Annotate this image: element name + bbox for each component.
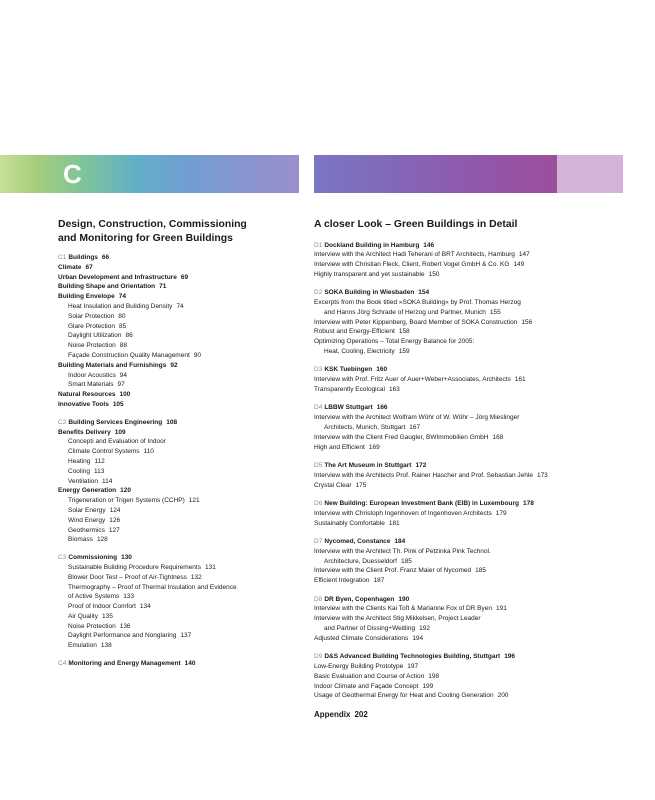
toc-entry[interactable] [58, 437, 308, 447]
toc-entry[interactable] [58, 486, 308, 496]
toc-entry[interactable] [314, 547, 614, 557]
section-title: Dockland Building in Hamburg [324, 241, 420, 249]
entry-page: 175 [355, 481, 367, 489]
toc-entry[interactable] [314, 260, 614, 270]
entry-title: Heat, Cooling, Electricity [324, 348, 395, 356]
entry-page: 161 [514, 376, 526, 384]
entry-page: 86 [125, 332, 133, 340]
toc-entry[interactable] [58, 592, 308, 602]
toc-entry[interactable] [314, 443, 614, 453]
entry-title: Sustainable Building Procedure Requirements [68, 563, 201, 571]
toc-entry[interactable] [314, 691, 614, 701]
entry-title: Interview with Christian Fleck, Client, Robert Vogel GmbH & Co. KG [314, 261, 510, 269]
toc-entry[interactable] [58, 526, 308, 536]
entry-title: Adjusted Climate Considerations [314, 634, 409, 642]
entry-page: 150 [428, 270, 440, 278]
entry-title: Biomass [68, 536, 93, 544]
entry-page: 126 [109, 516, 121, 524]
chapter-d-letter: D [636, 159, 655, 189]
toc-entry[interactable] [58, 292, 308, 302]
entry-title: Innovative Tools [58, 400, 109, 408]
entry-page: 159 [398, 348, 410, 356]
section-title: SOKA Building in Wiesbaden [324, 289, 415, 297]
section-title: Nycomed, Constance [324, 537, 391, 545]
section-heading-c3[interactable] [58, 553, 308, 563]
entry-page: 100 [119, 391, 131, 399]
toc-entry[interactable] [314, 672, 614, 682]
entry-title: Ventilation [68, 477, 98, 485]
toc-entry[interactable] [58, 535, 308, 545]
entry-page: 128 [96, 536, 108, 544]
section-code: C4 [58, 660, 67, 668]
entry-page: 120 [120, 487, 132, 495]
chapter-d-band-tail [557, 155, 623, 193]
section-page: 160 [376, 366, 388, 374]
toc-section-d6 [314, 499, 614, 528]
entry-page: 134 [139, 603, 151, 611]
entry-title: Interview with the Architect Hadi Teherani of BRT Architects, Hamburg [314, 251, 515, 259]
toc-entry[interactable] [58, 273, 308, 283]
section-page: 130 [121, 554, 132, 562]
entry-title: Noise Protection [68, 342, 116, 350]
entry-title: Solar Energy [68, 506, 106, 514]
toc-section-d2 [314, 288, 614, 357]
entry-page: 131 [204, 563, 216, 571]
entry-page: 127 [108, 526, 120, 534]
toc-entry[interactable] [58, 622, 308, 632]
toc-entry[interactable] [58, 447, 308, 457]
section-heading-d3[interactable] [314, 365, 614, 375]
entry-page: 137 [180, 632, 192, 640]
entry-title: Building Envelope [58, 293, 115, 301]
entry-title: Daylight Utilization [68, 332, 122, 340]
entry-title: Trigeneration or Trigen Systems (CCHP) [68, 497, 185, 505]
section-title: LBBW Stuttgart [324, 404, 373, 412]
section-heading-d8[interactable] [314, 595, 614, 605]
toc-entry[interactable] [314, 298, 614, 308]
entry-title: Interview with the Architect Th. Pink of Petzinka Pink Technol. [314, 547, 491, 555]
section-page: 190 [398, 595, 410, 603]
toc-entry[interactable] [58, 631, 308, 641]
entry-page: 135 [101, 612, 113, 620]
entry-title: Benefits Delivery [58, 428, 111, 436]
entry-title: Blower Door Test – Proof of Air-Tightness [68, 573, 187, 581]
entry-page: 94 [119, 371, 127, 379]
entry-page: 185 [475, 567, 486, 575]
section-code: C3 [58, 554, 67, 562]
toc-entry[interactable] [58, 380, 308, 390]
toc-entry[interactable] [314, 270, 614, 280]
section-heading-c2[interactable] [58, 418, 308, 428]
toc-entry[interactable] [314, 337, 614, 347]
toc-entry[interactable] [314, 614, 614, 624]
entry-page: 181 [388, 519, 400, 527]
entry-title: Noise Protection [68, 622, 116, 630]
toc-entry[interactable] [314, 557, 614, 567]
section-heading-d4[interactable] [314, 403, 614, 413]
section-code: D8 [314, 595, 323, 603]
entry-page: 147 [518, 251, 530, 259]
entry-page: 156 [521, 318, 533, 326]
toc-entry[interactable] [58, 400, 308, 410]
toc-entry[interactable] [58, 371, 308, 381]
section-code: D5 [314, 462, 323, 470]
entry-page: 110 [143, 448, 154, 456]
section-code: C2 [58, 418, 67, 426]
toc-entry[interactable] [58, 516, 308, 526]
toc-entry[interactable] [58, 496, 308, 506]
toc-entry[interactable] [58, 563, 308, 573]
section-code: C1 [58, 254, 67, 261]
entry-page: 197 [407, 662, 419, 670]
entry-page: 200 [497, 692, 509, 700]
chapter-c-sections [58, 253, 308, 669]
toc-section-d7 [314, 537, 614, 586]
section-title: Monitoring and Energy Management [68, 660, 181, 668]
entry-page: 163 [388, 386, 400, 394]
chapter-c-title-line-1: Design, Construction, Commissioning [58, 219, 247, 230]
entry-title: Highly transparent and yet sustainable [314, 270, 425, 278]
entry-title: Urban Development and Infrastructure [58, 273, 177, 281]
entry-page: 114 [102, 477, 113, 485]
toc-entry[interactable] [58, 641, 308, 651]
entry-title: and Hanns Jörg Schrade of Herzog und Partner, Munich [324, 308, 486, 316]
entry-title: Indoor Climate and Façade Concept [314, 682, 419, 690]
entry-title: Interview with the Architect Stig Mikkelsen, Project Leader [314, 615, 481, 623]
toc-entry[interactable] [314, 308, 614, 318]
entry-title: Façade Construction Quality Management [68, 351, 190, 359]
entry-page: 158 [398, 328, 410, 336]
entry-title: Cooling [68, 467, 91, 475]
toc-entry[interactable] [314, 624, 614, 634]
entry-page: 192 [419, 624, 430, 632]
toc-entry[interactable] [58, 341, 308, 351]
section-heading-d1[interactable] [314, 241, 614, 251]
section-title: The Art Museum in Stuttgart [324, 462, 412, 470]
toc-entry[interactable] [58, 331, 308, 341]
toc-entry[interactable] [58, 361, 308, 371]
section-title: KSK Tuebingen [324, 366, 373, 374]
entry-title: Interview with the Architect Wolfram Wöhr of W. Wöhr – Jörg Mieslinger [314, 414, 520, 422]
toc-entry[interactable] [58, 583, 308, 593]
section-page: 166 [376, 404, 388, 412]
chapter-c-title-line-2: and Monitoring for Green Buildings [58, 232, 233, 244]
section-page: 196 [504, 653, 516, 661]
chapter-c-title [58, 218, 308, 245]
toc-section-d4 [314, 403, 614, 452]
entry-page: 133 [123, 593, 135, 601]
toc-entry[interactable] [314, 566, 614, 576]
entry-title: Glare Protection [68, 322, 115, 330]
entry-page: 198 [428, 672, 440, 680]
entry-page: 168 [492, 433, 504, 441]
entry-title: and Partner of Dissing+Weitling [324, 624, 416, 632]
section-code: D9 [314, 653, 323, 661]
entry-title: Crystal Clear [314, 481, 352, 489]
toc-entry[interactable] [314, 433, 614, 443]
section-heading-d5[interactable] [314, 461, 614, 471]
section-page: 184 [394, 537, 406, 545]
entry-page: 199 [422, 682, 434, 690]
entry-title: Proof of Indoor Comfort [68, 603, 136, 611]
section-heading-d9[interactable] [314, 652, 614, 662]
entry-title: Architects, Munich, Stuttgart [324, 424, 406, 432]
entry-title: Sustainably Comfortable [314, 519, 385, 527]
entry-title: Natural Resources [58, 391, 116, 399]
toc-entry[interactable] [314, 375, 614, 385]
section-heading-d6[interactable] [314, 499, 614, 509]
toc-entry[interactable] [314, 318, 614, 328]
entry-page: 67 [85, 263, 93, 271]
entry-page: 136 [119, 622, 131, 630]
section-page: 146 [423, 241, 435, 249]
entry-title: Interview with the Clients Kai Toft & Marianne Fox of DR Byen [314, 605, 492, 613]
section-code: D1 [314, 241, 323, 249]
section-title: DR Byen, Copenhagen [324, 595, 395, 603]
toc-entry[interactable] [58, 322, 308, 332]
entry-title: Geothermics [68, 526, 105, 534]
entry-title: Interview with the Client Fred Gaugler, BWImmobilien GmbH [314, 433, 489, 441]
toc-entry[interactable] [58, 477, 308, 487]
toc-entry[interactable] [58, 351, 308, 361]
entry-title: Excerpts from the Book titled »SOKA Building« by Prof. Thomas Herzog [314, 299, 521, 307]
entry-title: Climate [58, 263, 82, 271]
entry-title: Heat Insulation and Building Density [68, 302, 173, 310]
toc-entry[interactable] [314, 509, 614, 519]
entry-title: Interview with the Client Prof. Franz Maier of Nycomed [314, 567, 472, 575]
toc-entry[interactable] [58, 282, 308, 292]
section-heading-d7[interactable] [314, 537, 614, 547]
entry-page: 169 [368, 443, 380, 451]
entry-page: 138 [100, 642, 112, 650]
entry-title: Concepti and Evaluation of Indoor [68, 438, 166, 446]
chapter-c-letter: C [63, 159, 83, 189]
entry-title: Basic Evaluation and Course of Action [314, 672, 425, 680]
entry-page: 167 [409, 424, 421, 432]
section-title: Buildings [68, 254, 98, 261]
toc-entry[interactable] [58, 302, 308, 312]
entry-page: 97 [117, 381, 125, 389]
entry-title: Interview with Peter Kippenberg, Board Member of SOKA Construction [314, 318, 518, 326]
toc-entry[interactable] [314, 471, 614, 481]
entry-title: Interview with Christoph Ingenhoven of Ingenhoven Architects [314, 509, 492, 517]
toc-section-d8 [314, 595, 614, 644]
entry-title: Daylight Performance and Nonglaring [68, 632, 177, 640]
entry-page: 92 [170, 361, 178, 369]
entry-page: 187 [373, 577, 385, 585]
chapter-d-title: A closer Look – Green Buildings in Detail [314, 219, 518, 230]
toc-entry[interactable] [58, 428, 308, 438]
entry-title: Heating [68, 457, 91, 465]
toc-entry[interactable] [314, 413, 614, 423]
appendix-title: Appendix [314, 709, 351, 719]
toc-entry[interactable] [314, 682, 614, 692]
entry-title: Smart Materials [68, 381, 114, 389]
toc-entry[interactable] [314, 634, 614, 644]
entry-title: Building Shape and Orientation [58, 283, 156, 291]
section-code: D2 [314, 289, 323, 297]
section-code: D6 [314, 500, 323, 507]
section-title: Commissioning [68, 554, 118, 562]
entry-page: 80 [118, 312, 126, 320]
section-title: New Building: European Investment Bank (EIB) in Luxembourg [324, 500, 519, 507]
entry-page: 74 [176, 302, 184, 310]
entry-title: Usage of Geothermal Energy for Heat and Cooling Generation [314, 692, 494, 700]
toc-entry[interactable] [314, 576, 614, 586]
toc-section-d5 [314, 461, 614, 490]
entry-title: Energy Generation [58, 487, 117, 495]
entry-title: Thermography – Proof of Thermal Insulation and Evidence [68, 583, 237, 591]
entry-title: Transparently Ecological [314, 386, 385, 394]
toc-entry[interactable] [58, 612, 308, 622]
chapter-d-sections [314, 241, 614, 702]
entry-title: Emulation [68, 642, 97, 650]
entry-title: Optimizing Operations – Total Energy Balance for 2005: [314, 338, 475, 346]
entry-title: of Active Systems [68, 593, 120, 601]
entry-title: Interview with Prof. Fritz Auer of Auer+Weber+Associates, Architects [314, 376, 511, 384]
toc-entry[interactable] [314, 423, 614, 433]
entry-page: 121 [188, 497, 200, 505]
toc-entry[interactable] [58, 312, 308, 322]
entry-page: 149 [513, 261, 525, 269]
entry-title: Architecture, Duesseldorf [324, 557, 397, 565]
section-heading-c1[interactable] [58, 253, 308, 263]
entry-page: 105 [112, 400, 124, 408]
section-page: 66 [101, 254, 110, 261]
section-page: 178 [522, 500, 534, 507]
toc-entry[interactable] [314, 481, 614, 491]
section-heading-c4[interactable] [58, 659, 308, 669]
entry-page: 74 [118, 293, 126, 301]
entry-page: 113 [94, 467, 105, 475]
entry-page: 179 [495, 509, 507, 517]
appendix-page: 202 [354, 709, 368, 719]
section-page: 140 [184, 660, 196, 668]
entry-title: Climate Control Systems [68, 448, 140, 456]
section-title: D&S Advanced Building Technologies Building, Stuttgart [324, 653, 501, 661]
toc-entry[interactable] [314, 662, 614, 672]
entry-page: 185 [400, 557, 412, 565]
entry-page: 155 [489, 308, 501, 316]
entry-title: Wind Energy [68, 516, 106, 524]
toc-section-c2 [58, 418, 308, 545]
entry-title: High and Efficient [314, 443, 365, 451]
toc-entry[interactable] [314, 327, 614, 337]
toc-section-c4 [58, 659, 308, 669]
entry-title: Air Quality [68, 612, 98, 620]
entry-page: 191 [496, 605, 507, 613]
entry-page: 109 [114, 428, 126, 436]
section-page: 154 [418, 289, 430, 297]
section-code: D3 [314, 366, 323, 374]
entry-page: 88 [119, 342, 127, 350]
entry-page: 71 [159, 283, 167, 291]
entry-title: Solar Protection [68, 312, 115, 320]
toc-entry[interactable] [314, 519, 614, 529]
section-heading-d2[interactable] [314, 288, 614, 298]
appendix-entry[interactable] [314, 710, 614, 720]
entry-page: 194 [412, 634, 424, 642]
toc-entry[interactable] [314, 385, 614, 395]
entry-title: Efficient Integration [314, 577, 370, 585]
entry-title: Low-Energy Building Prototype [314, 662, 404, 670]
toc-entry[interactable] [58, 573, 308, 583]
entry-page: 69 [180, 273, 189, 281]
toc-entry[interactable] [314, 604, 614, 614]
toc-entry[interactable] [58, 506, 308, 516]
toc-entry[interactable] [58, 263, 308, 273]
toc-entry[interactable] [58, 457, 308, 467]
toc-section-d9 [314, 652, 614, 701]
section-page: 108 [166, 418, 178, 426]
toc-section-c1 [58, 253, 308, 410]
entry-page: 85 [118, 322, 127, 330]
toc-section-c3 [58, 553, 308, 651]
toc-entry[interactable] [58, 602, 308, 612]
entry-page: 124 [109, 506, 121, 514]
entry-page: 112 [94, 457, 105, 465]
toc-section-d3 [314, 365, 614, 394]
toc-entry[interactable] [58, 467, 308, 477]
entry-page: 132 [190, 573, 202, 581]
entry-title: Interview with the Architects Prof. Rainer Hascher and Prof. Sebastian Jehle [314, 471, 533, 479]
chapter-c-contents [58, 218, 308, 677]
chapter-c-color-band [0, 155, 299, 193]
section-title: Building Services Engineering [68, 418, 163, 426]
entry-title: Building Materials and Furnishings [58, 361, 167, 369]
toc-entry[interactable] [314, 347, 614, 357]
section-page: 172 [415, 462, 427, 470]
section-code: D7 [314, 537, 323, 545]
toc-entry[interactable] [58, 390, 308, 400]
chapter-d-color-band [314, 155, 655, 193]
entry-page: 90 [193, 351, 201, 359]
toc-section-d1 [314, 241, 614, 280]
chapter-d-contents [314, 218, 614, 720]
entry-title: Indoor Acoustics [68, 371, 116, 379]
entry-page: 173 [536, 471, 548, 479]
section-code: D4 [314, 404, 323, 412]
entry-title: Robust and Energy-Efficient [314, 328, 395, 336]
toc-entry[interactable] [314, 250, 614, 260]
